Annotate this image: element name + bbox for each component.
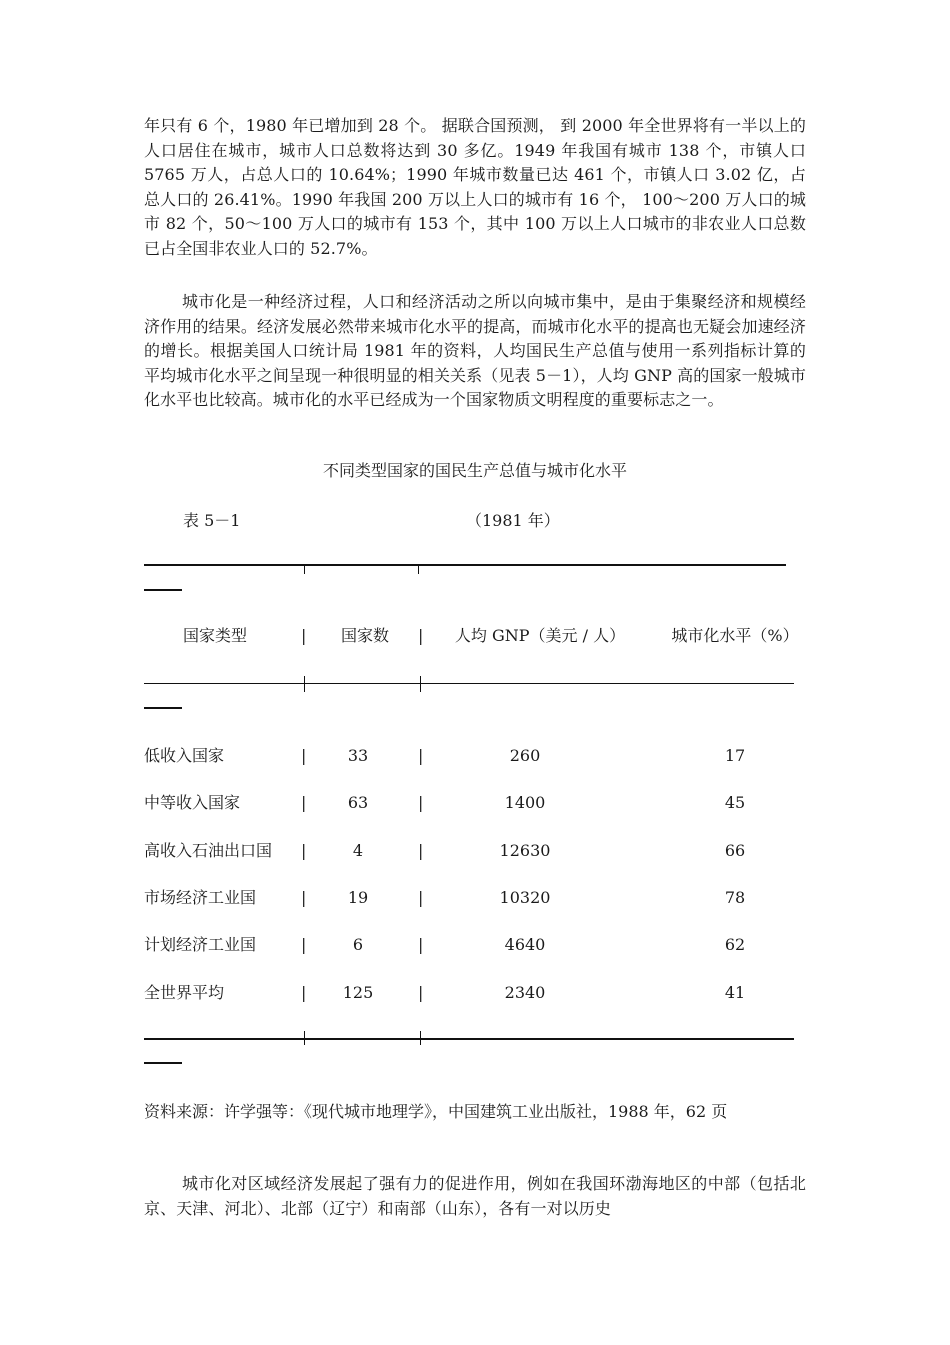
table-source-note: 资料来源：许学强等：《现代城市地理学》，中国建筑工业出版社，1988 年，62 页 bbox=[144, 1102, 728, 1121]
table-number: 表 5－1 bbox=[183, 511, 241, 530]
cell-urbanization: 62 bbox=[724, 935, 746, 954]
column-separator: | bbox=[418, 888, 424, 907]
column-separator: | bbox=[418, 793, 424, 812]
table-header-tick bbox=[304, 676, 305, 692]
paragraph-urban-statistics: 年只有 6 个，1980 年已增加到 28 个。 据联合国预测， 到 2000 年全世界将有一半以上的人口居住在城市，城市人口总数将达到 30 多亿。1949 年我国有城市 138 个，市镇人口 5765 万人，占总人口的 10.64%；1990 年城市数量已达 461 个，市镇人口 3.02 亿，占总人口的 26.41%。1990 年我国 200 万以上人口的城市有 16 个， 100～200 万人口的城市 82 个，50～100 万人口的城市有 153 个，其中 100 万以上人口城市的非农业人口总数已占全国非农业人口的 52.7%。 bbox=[144, 116, 806, 258]
column-separator: | bbox=[418, 841, 424, 860]
header-country-count: 国家数 bbox=[340, 626, 389, 645]
cell-gnp: 10320 bbox=[499, 888, 551, 907]
table-header-rule-stub bbox=[144, 707, 182, 709]
cell-urbanization: 41 bbox=[724, 983, 746, 1002]
cell-country-type: 高收入石油出口国 bbox=[144, 841, 273, 860]
header-gnp-per-capita: 人均 GNP（美元 / 人） bbox=[454, 626, 626, 645]
cell-country-type: 中等收入国家 bbox=[144, 793, 241, 812]
table-header-tick bbox=[420, 676, 421, 692]
header-urbanization-level: 城市化水平（%） bbox=[671, 626, 799, 645]
column-separator: | bbox=[301, 841, 307, 860]
table-bottom-rule bbox=[144, 1038, 794, 1040]
table-top-rule-stub bbox=[144, 589, 182, 591]
column-separator: | bbox=[418, 935, 424, 954]
table-top-rule bbox=[144, 564, 786, 566]
paragraph-regional-development: 城市化对区域经济发展起了强有力的促进作用，例如在我国环渤海地区的中部（包括北京、天津、河北）、北部（辽宁）和南部（山东），各有一对以历史 bbox=[144, 1174, 806, 1218]
cell-country-type: 计划经济工业国 bbox=[144, 935, 257, 954]
column-separator: | bbox=[418, 983, 424, 1002]
column-separator: | bbox=[301, 746, 307, 765]
column-separator: | bbox=[301, 935, 307, 954]
cell-country-count: 4 bbox=[352, 841, 364, 860]
paragraph-urbanization-economy: 城市化是一种经济过程，人口和经济活动之所以向城市集中，是由于集聚经济和规模经济作用的结果。经济发展必然带来城市化水平的提高，而城市化水平的提高也无疑会加速经济的增长。根据美国人口统计局 1981 年的资料，人均国民生产总值与使用一系列指标计算的平均城市化水平之间呈现一种很明显的相关关系（见表 5－1），人均 GNP 高的国家一般城市化水平也比较高。城市化的水平已经成为一个国家物质文明程度的重要标志之一。 bbox=[144, 292, 806, 409]
cell-country-type: 全世界平均 bbox=[144, 983, 225, 1002]
table-year: （1981 年） bbox=[466, 511, 560, 530]
cell-country-count: 63 bbox=[347, 793, 369, 812]
column-separator: | bbox=[301, 983, 307, 1002]
table-bottom-tick bbox=[420, 1031, 421, 1045]
cell-country-count: 33 bbox=[347, 746, 369, 765]
cell-country-type: 低收入国家 bbox=[144, 746, 225, 765]
column-separator: | bbox=[301, 793, 307, 812]
cell-gnp: 260 bbox=[509, 746, 541, 765]
cell-country-count: 125 bbox=[342, 983, 374, 1002]
cell-gnp: 1400 bbox=[504, 793, 546, 812]
cell-urbanization: 17 bbox=[724, 746, 746, 765]
cell-country-type: 市场经济工业国 bbox=[144, 888, 257, 907]
table-top-tick bbox=[304, 564, 305, 574]
cell-urbanization: 78 bbox=[724, 888, 746, 907]
header-country-type: 国家类型 bbox=[183, 626, 248, 645]
table-bottom-tick bbox=[304, 1031, 305, 1045]
column-separator: | bbox=[418, 746, 424, 765]
column-separator: | bbox=[418, 626, 424, 645]
table-bottom-rule-stub bbox=[144, 1062, 182, 1064]
column-separator: | bbox=[301, 888, 307, 907]
cell-urbanization: 66 bbox=[724, 841, 746, 860]
cell-gnp: 12630 bbox=[499, 841, 551, 860]
cell-country-count: 6 bbox=[352, 935, 364, 954]
cell-country-count: 19 bbox=[347, 888, 369, 907]
table-caption: 不同类型国家的国民生产总值与城市化水平 bbox=[322, 461, 627, 480]
table-top-tick bbox=[418, 564, 419, 574]
cell-gnp: 4640 bbox=[504, 935, 546, 954]
column-separator: | bbox=[301, 626, 307, 645]
cell-urbanization: 45 bbox=[724, 793, 746, 812]
table-header-rule bbox=[144, 683, 794, 684]
cell-gnp: 2340 bbox=[504, 983, 546, 1002]
